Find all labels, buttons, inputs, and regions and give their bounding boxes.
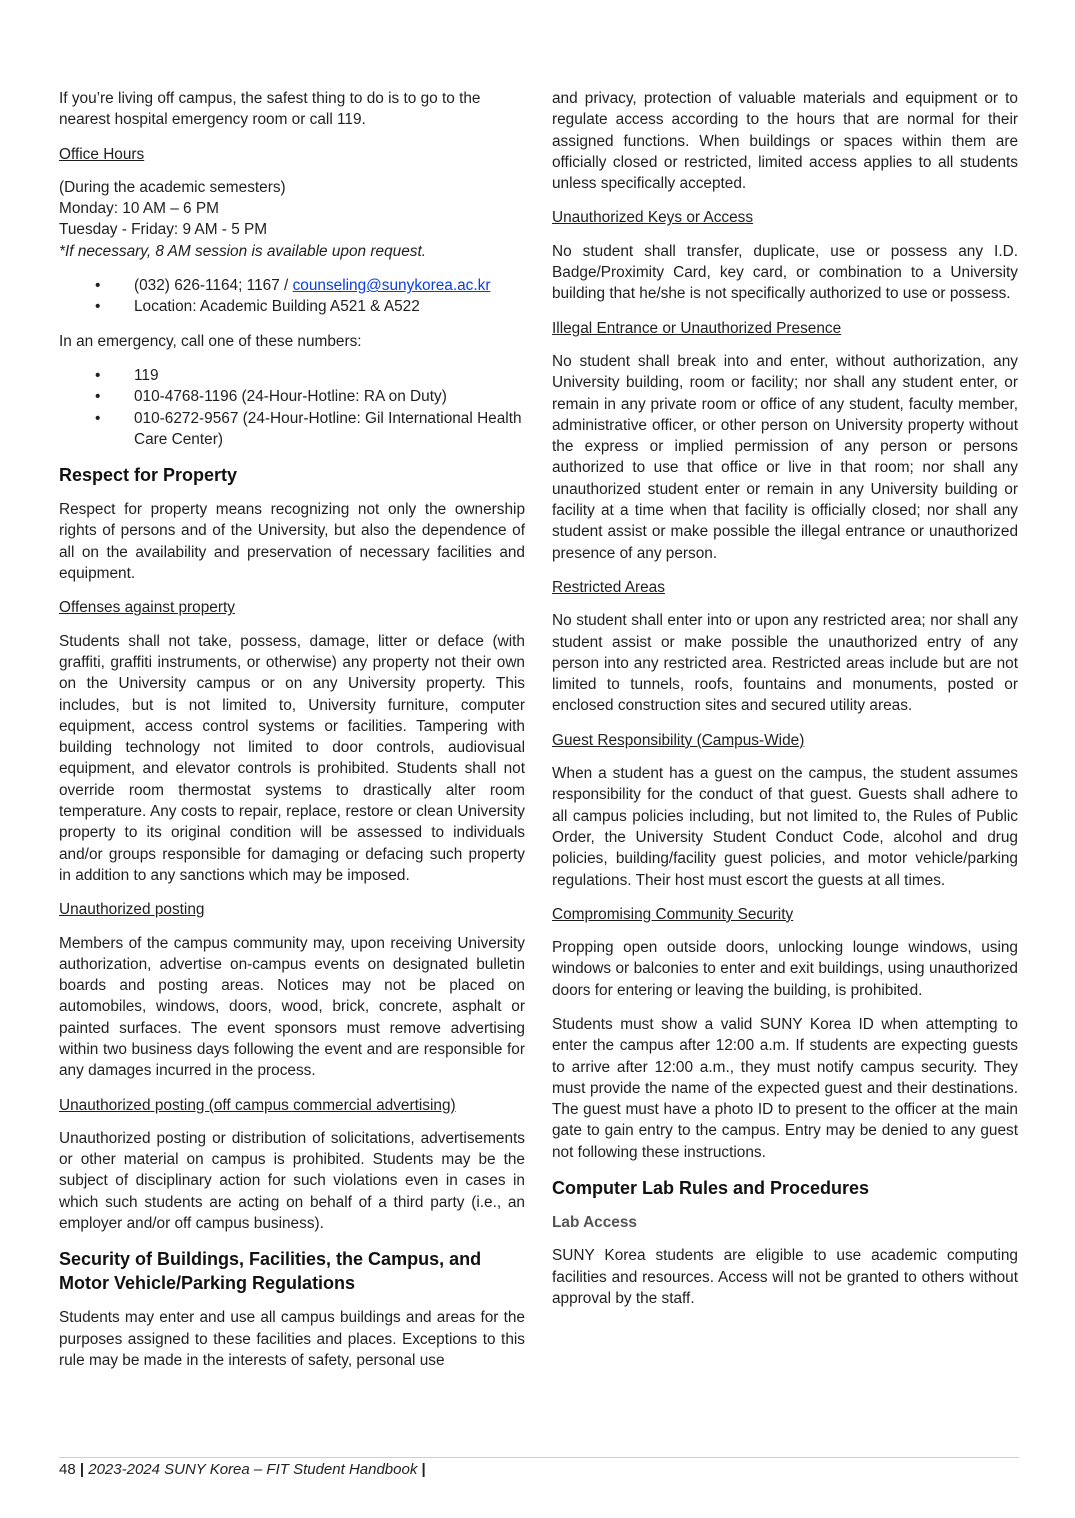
list-item — [59, 408, 525, 451]
entrance-heading: Illegal Entrance or Unauthorized Presence — [552, 319, 842, 337]
offenses-heading: Offenses against property — [59, 599, 235, 617]
page-number: 48 — [59, 1461, 76, 1478]
emergency-number: 010-4768-1196 (24-Hour-Hotline: RA on Duty) — [134, 388, 447, 406]
restricted-heading: Restricted Areas — [552, 578, 665, 596]
guest-heading: Guest Responsibility (Campus-Wide) — [552, 731, 805, 749]
posting-text: Members of the campus community may, upon receiving University authorization, advertise on-campus events on designated bulletin boards and posting areas. Notices may not be placed on automobiles, windows, doors, wood, brick, concrete, asphalt or painted surfaces. The event sponsors must remove advertising within two business days following the event and are responsible for any damages incurred in the process. — [59, 934, 525, 1080]
bullet-icon: • — [95, 388, 101, 406]
office-hours-block — [59, 177, 525, 262]
right-column — [552, 88, 1018, 1322]
counseling-email-link[interactable]: counseling@sunykorea.ac.kr — [292, 277, 491, 295]
list-item — [59, 275, 525, 296]
posting-off-heading: Unauthorized posting (off campus commercial advertising) — [59, 1096, 456, 1114]
security-continued: and privacy, protection of valuable materials and equipment or to regulate access according to the hours that are normal for their assigned functions. When buildings or spaces within them are officially closed or restricted, limited access applies to all students unless specifically accepted. — [552, 90, 1018, 193]
list-item — [59, 365, 525, 386]
entrance-text: No student shall break into and enter, without authorization, any University building, room or facility; nor shall any student enter, or remain in any private room or office of any student, faculty member, administrative officer, or other person on University property without the express or implied permission of any person or persons authorized to use that office or live in that room; nor shall any unauthorized student enter or remain in any University building or facility at a time when that facility is officially closed; nor shall any student assist or make possible the illegal entrance or unauthorized presence of any person. — [552, 352, 1018, 562]
list-item — [59, 386, 525, 407]
page-footer — [59, 1461, 426, 1478]
hours-note: *If necessary, 8 AM session is available upon request. — [59, 242, 426, 260]
bullet-icon: • — [95, 366, 101, 384]
lab-access-text: SUNY Korea students are eligible to use academic computing facilities and resources. Access will not be granted to others without approval by the staff. — [552, 1247, 1018, 1307]
posting-heading: Unauthorized posting — [59, 901, 205, 919]
bullet-icon: • — [95, 409, 101, 427]
footer-title: 2023-2024 SUNY Korea – FIT Student Handbook — [88, 1461, 418, 1478]
guest-text: When a student has a guest on the campus, the student assumes responsibility for the conduct of that guest. Guests shall adhere to all campus policies including, but not limited to, the Rules of Public Order, the University Student Conduct Code, alcohol and drug policies, building/facility guest policies, and motor vehicle/parking regulations. Their host must escort the guests at all times. — [552, 765, 1018, 889]
security-text: Students may enter and use all campus buildings and areas for the purposes assigned to these facilities and places. Exceptions to this rule may be made in the interests of safety, personal use — [59, 1309, 525, 1369]
compromising-text-1: Propping open outside doors, unlocking lounge windows, using windows or balconies to enter and exit buildings, using unauthorized doors for entering or leaving the building, is prohibited. — [552, 939, 1018, 999]
lab-heading: Computer Lab Rules and Procedures — [552, 1178, 870, 1199]
respect-text: Respect for property means recognizing not only the ownership rights of persons and of the University, but also the dependence of all on the availability and preservation of necessary facilities and equipment. — [59, 501, 525, 583]
hours-monday: Monday: 10 AM – 6 PM — [59, 200, 219, 218]
bullet-icon: • — [95, 277, 101, 295]
bullet-icon: • — [95, 298, 101, 316]
respect-heading: Respect for Property — [59, 465, 238, 486]
left-column — [59, 88, 525, 1384]
lab-access-heading: Lab Access — [552, 1214, 637, 1232]
hours-tue-fri: Tuesday - Friday: 9 AM - 5 PM — [59, 221, 268, 239]
contact-phone: (032) 626-1164; 1167 / — [134, 277, 293, 295]
posting-off-text: Unauthorized posting or distribution of solicitations, advertisements or other material on campus is prohibited. Students may be the subject of disciplinary action for such violations even in cases in which such students are acting on behalf of a third party (i.e., an employer and/or off campus business). — [59, 1129, 525, 1233]
office-hours-heading: Office Hours — [59, 145, 145, 163]
contact-list — [59, 275, 525, 318]
contact-location: Location: Academic Building A521 & A522 — [134, 298, 420, 316]
emergency-number: 119 — [134, 366, 159, 384]
offenses-text: Students shall not take, possess, damage, litter or deface (with graffiti, graffiti instruments, or otherwise) any property not their own on the University campus or on any University property. This includes, but is not limited to, University furniture, computer equipment, access control systems or facilities. Tampering with building technology not limited to door controls, audiovisual equipment, and elevator controls is prohibited. Students shall not override room thermostat systems to drastically alter room temperature. Any costs to repair, replace, restore or clean University property to its original condition will be assessed to individuals and/or groups responsible for damaging or defacing such property in addition to any sanctions which may be imposed. — [59, 632, 525, 884]
emergency-intro: In an emergency, call one of these numbers: — [59, 332, 362, 350]
security-heading: Security of Buildings, Facilities, the Campus, and Motor Vehicle/Parking Regulations — [59, 1249, 482, 1294]
emergency-number: 010-6272-9567 (24-Hour-Hotline: Gil International Health Care Center) — [134, 409, 522, 448]
restricted-text: No student shall enter into or upon any restricted area; nor shall any student assist or make possible the unauthorized entry of any person into any restricted area. Restricted areas include but are not limited to tunnels, roofs, fountains and monuments, posted or enclosed construction sites and secured utility areas. — [552, 612, 1018, 715]
list-item — [59, 296, 525, 317]
compromising-heading: Compromising Community Security — [552, 905, 794, 923]
keys-heading: Unauthorized Keys or Access — [552, 209, 754, 227]
footer-divider — [59, 1457, 1019, 1458]
off-campus-intro: If you’re living off campus, the safest thing to do is to go to the nearest hospital emergency room or call 119. — [59, 90, 481, 129]
emergency-list — [59, 365, 525, 450]
compromising-text-2: Students must show a valid SUNY Korea ID when attempting to enter the campus after 12:00 a.m. If students are expecting guests to arrive after 12:00 a.m., they must notify campus security. They must provide the name of the expected guest and their destinations. The guest must have a photo ID to present to the officer at the main gate to gain entry to the campus. Entry may be denied to any guest not following these instructions. — [552, 1015, 1018, 1161]
footer-separator: | — [75, 1461, 89, 1478]
hours-semester: (During the academic semesters) — [59, 178, 286, 196]
keys-text: No student shall transfer, duplicate, use or possess any I.D. Badge/Proximity Card, key card, or combination to a University building that he/she is not specifically authorized to use or possess. — [552, 242, 1018, 303]
footer-trailing: | — [417, 1461, 426, 1478]
